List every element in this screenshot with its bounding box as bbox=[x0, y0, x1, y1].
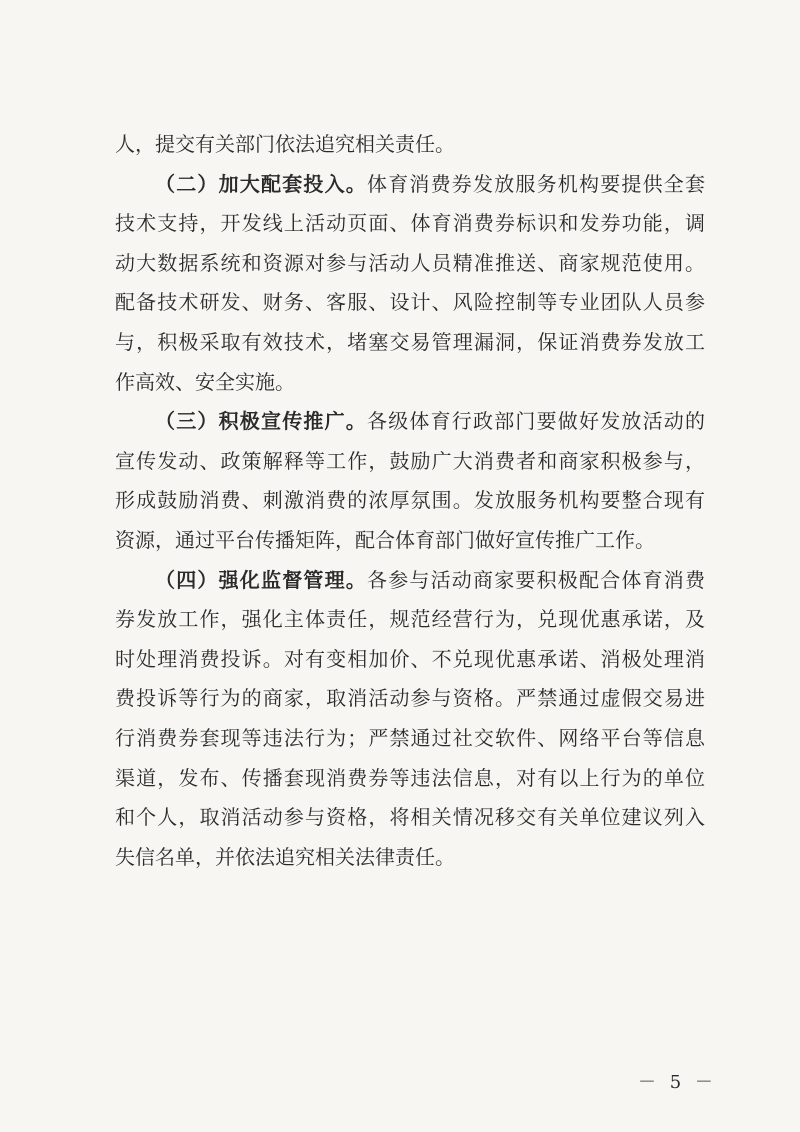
section-heading: （二）加大配套投入。 bbox=[155, 171, 367, 196]
text-line bbox=[115, 719, 705, 759]
line-text: 形成鼓励消费、刺激消费的浓厚氛围。发放服务机构要整合现有 bbox=[115, 488, 705, 513]
text-line bbox=[115, 759, 705, 799]
text-line bbox=[115, 679, 705, 719]
line-text: 宣传发动、政策解释等工作，鼓励广大消费者和商家积极参与， bbox=[115, 448, 705, 473]
line-text: 资源，通过平台传播矩阵，配合体育部门做好宣传推广工作。 bbox=[115, 527, 655, 552]
text-line bbox=[115, 244, 705, 284]
text-line bbox=[115, 204, 705, 244]
text-line bbox=[115, 838, 705, 878]
text-line bbox=[115, 442, 705, 482]
line-text: 体育消费券发放服务机构要提供全套 bbox=[367, 171, 705, 196]
text-line bbox=[115, 125, 705, 165]
document-body bbox=[115, 125, 705, 877]
text-line bbox=[115, 600, 705, 640]
line-text: 和个人，取消活动参与资格，将相关情况移交有关单位建议列入 bbox=[115, 805, 705, 830]
text-line bbox=[115, 521, 705, 561]
text-line bbox=[115, 640, 705, 680]
section-heading-line bbox=[115, 402, 705, 442]
line-text: 费投诉等行为的商家，取消活动参与资格。严禁通过虚假交易进 bbox=[115, 686, 705, 711]
line-text: 人，提交有关部门依法追究相关责任。 bbox=[115, 132, 455, 156]
text-line bbox=[115, 481, 705, 521]
line-text: 行消费券套现等违法行为；严禁通过社交软件、网络平台等信息 bbox=[115, 725, 705, 750]
line-text: 配备技术研发、财务、客服、设计、风险控制等专业团队人员参 bbox=[115, 290, 705, 315]
text-line bbox=[115, 283, 705, 323]
line-text: 失信名单，并依法追究相关法律责任。 bbox=[115, 844, 455, 869]
line-text: 渠道，发布、传播套现消费券等违法信息，对有以上行为的单位 bbox=[115, 765, 705, 790]
line-text: 动大数据系统和资源对参与活动人员精准推送、商家规范使用。 bbox=[115, 250, 705, 275]
section-heading-line bbox=[115, 165, 705, 205]
line-text: 券发放工作，强化主体责任，规范经营行为，兑现优惠承诺，及 bbox=[115, 607, 705, 632]
line-text: 与，积极采取有效技术，堵塞交易管理漏洞，保证消费券发放工 bbox=[115, 329, 705, 354]
text-line bbox=[115, 363, 705, 403]
page-number: － 5 － bbox=[638, 1072, 717, 1093]
line-text: 作高效、安全实施。 bbox=[115, 369, 295, 394]
line-text: 各级体育行政部门要做好发放活动的 bbox=[367, 409, 705, 434]
line-text: 时处理消费投诉。对有变相加价、不兑现优惠承诺、消极处理消 bbox=[115, 646, 705, 671]
line-text: 技术支持，开发线上活动页面、体育消费券标识和发券功能，调 bbox=[115, 211, 705, 236]
section-heading: （四）强化监督管理。 bbox=[155, 567, 367, 592]
section-heading-line bbox=[115, 561, 705, 601]
text-line bbox=[115, 323, 705, 363]
line-text: 各参与活动商家要积极配合体育消费 bbox=[367, 567, 705, 592]
text-line bbox=[115, 798, 705, 838]
section-heading: （三）积极宣传推广。 bbox=[155, 409, 367, 434]
